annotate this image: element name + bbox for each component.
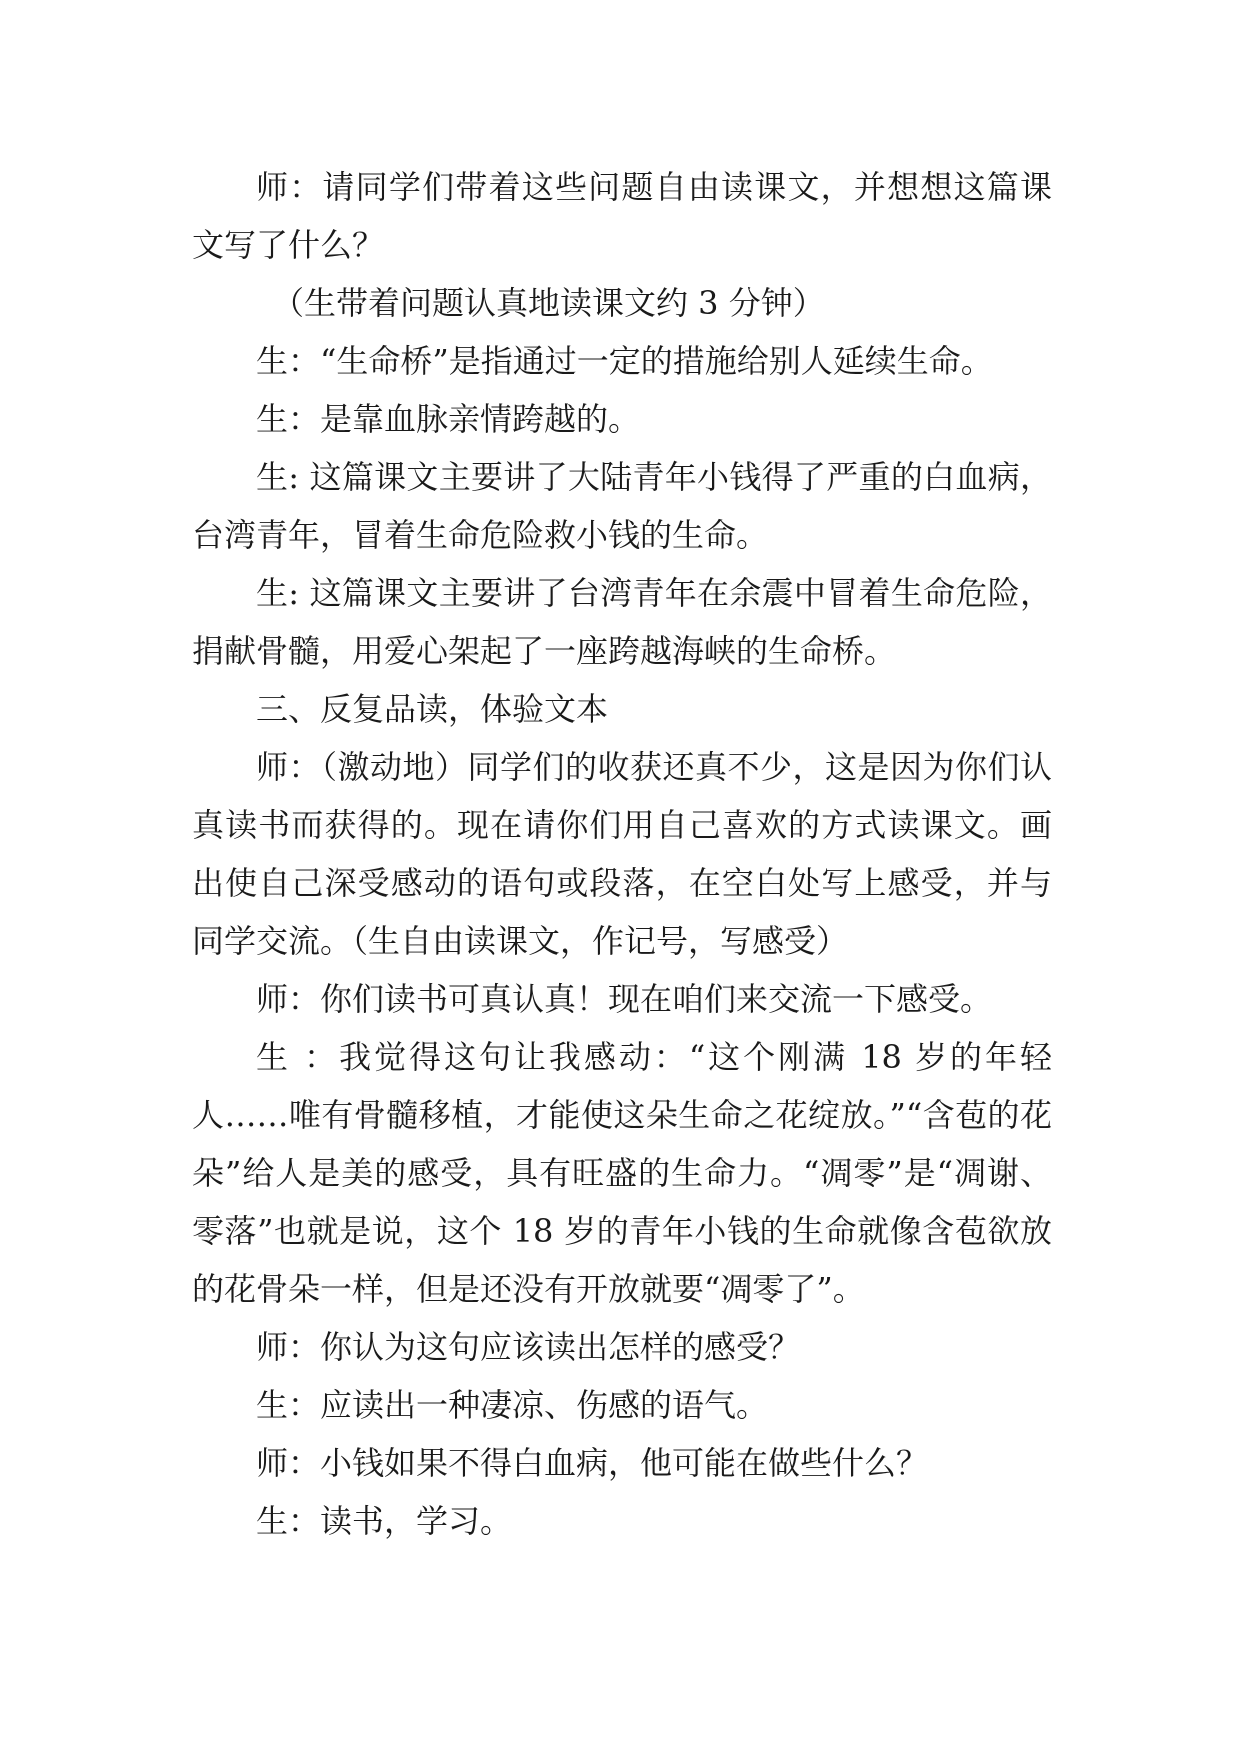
paragraph: 生 ：我觉得这句让我感动：“这个刚满 18 岁的年轻人……唯有骨髓移植，才能使这朵生命之花绽放。”“含苞的花朵”给人是美的感受，具有旺盛的生命力。“凋零”是“凋谢、零落”也就是说，这个 18 岁的青年小钱的生命就像含苞欲放的花骨朵一样，但是还没有开放就要“凋零了”。 [192, 1038, 1052, 1308]
paragraph: 师：你们读书可真认真！现在咱们来交流一下感受。 [256, 980, 993, 1018]
section-heading: 三、反复品读，体验文本 [256, 690, 609, 728]
paragraph: 生：应读出一种凄凉、伤感的语气。 [256, 1386, 769, 1424]
paragraph: 生：是靠血脉亲情跨越的。 [256, 400, 641, 438]
paragraph: （生带着问题认真地读课文约 3 分钟） [272, 284, 825, 322]
paragraph: 师：小钱如果不得白血病，他可能在做些什么？ [256, 1444, 929, 1482]
paragraph: 师：（激动地）同学们的收获还真不少，这是因为你们认真读书而获得的。现在请你们用自己喜欢的方式读课文。画出使自己深受感动的语句或段落，在空白处写上感受，并与同学交流。（生自由读课文，作记号，写感受） [192, 748, 1052, 960]
paragraph: 生: 这篇课文主要讲了大陆青年小钱得了严重的白血病，台湾青年，冒着生命危险救小钱的生命。 [192, 458, 1052, 554]
paragraph: 生：读书，学习。 [256, 1502, 513, 1540]
paragraph: 师：你认为这句应该读出怎样的感受？ [256, 1328, 801, 1366]
paragraph: 生: 这篇课文主要讲了台湾青年在余震中冒着生命危险，捐献骨髓，用爱心架起了一座跨越海峡的生命桥。 [192, 574, 1052, 670]
paragraph: 生：“生命桥”是指通过一定的措施给别人延续生命。 [256, 342, 993, 380]
document-body [192, 158, 1052, 1550]
paragraph: 师：请同学们带着这些问题自由读课文，并想想这篇课文写了什么？ [192, 168, 1052, 264]
